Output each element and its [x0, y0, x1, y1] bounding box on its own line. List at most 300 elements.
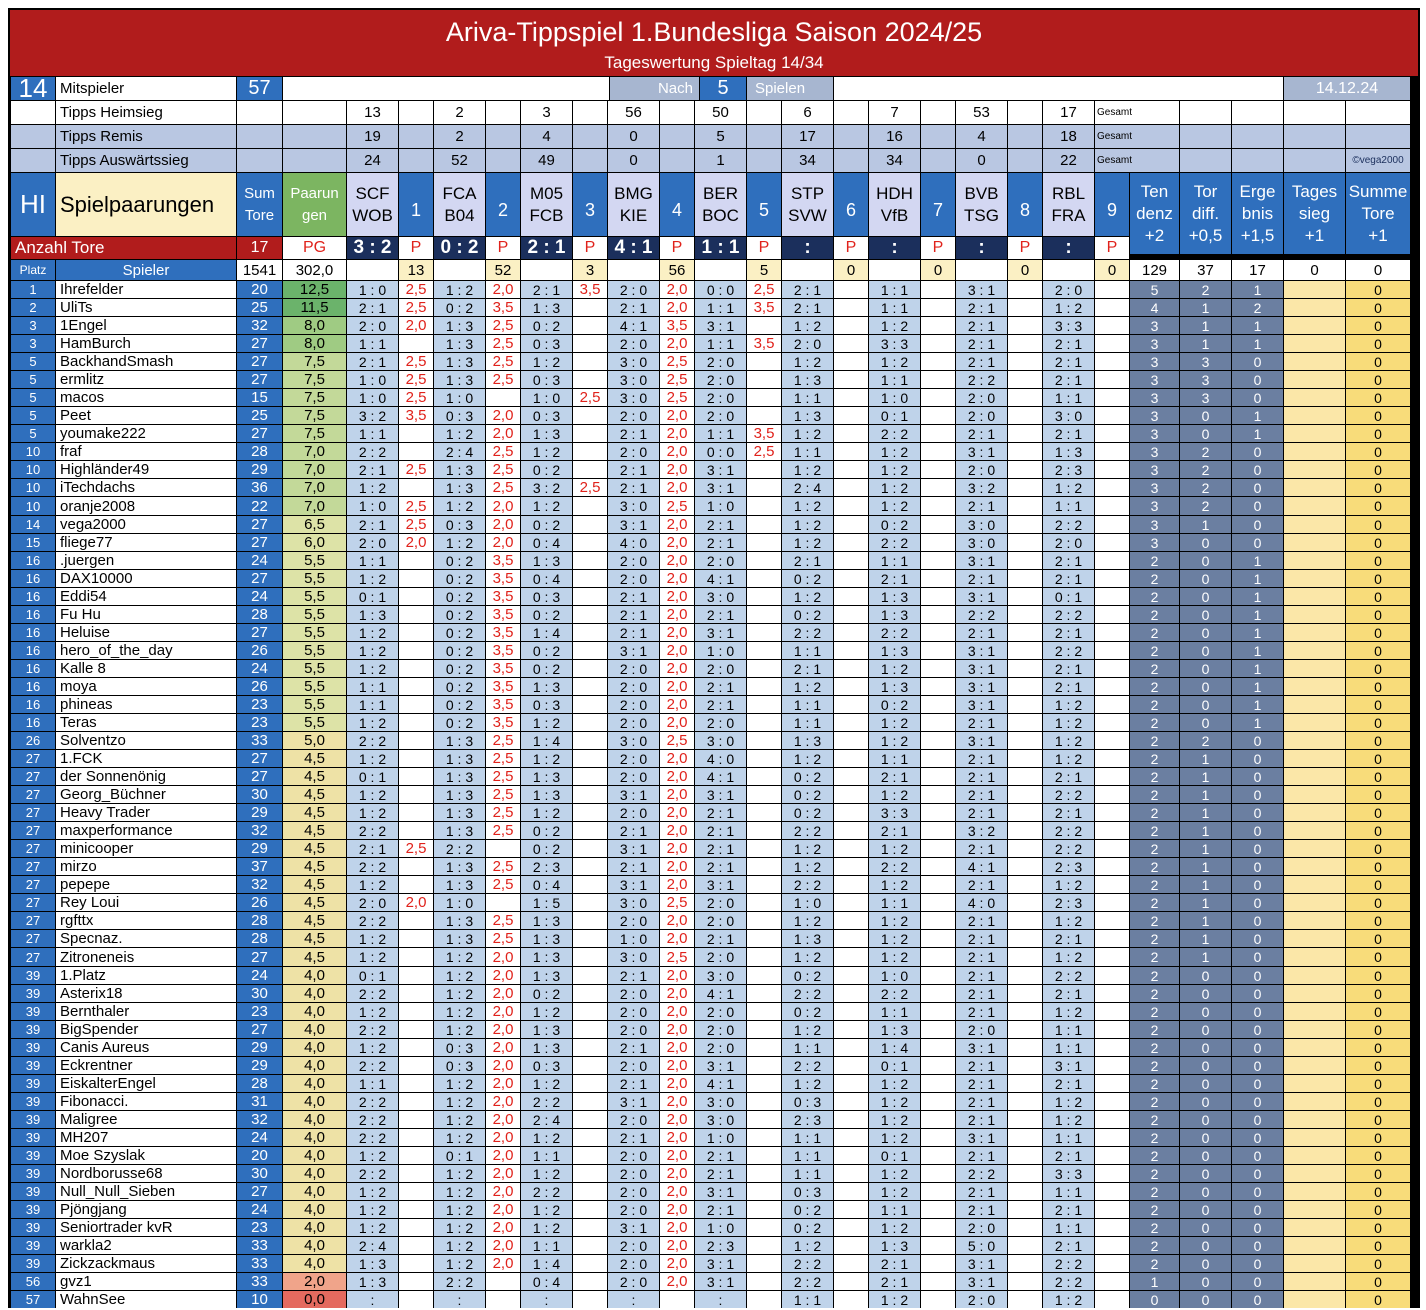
tipp-points: 2,0: [486, 425, 520, 442]
tipp-points: [747, 840, 781, 857]
tipp-points: [834, 1255, 868, 1272]
tipp-points: [1008, 281, 1042, 298]
tipp-points: [921, 1147, 955, 1164]
tipp-points: [1008, 497, 1042, 515]
tipp-points: [399, 1273, 433, 1290]
tordiff: 0: [1180, 1183, 1231, 1200]
tipp-points: [1095, 930, 1129, 947]
tipp-points: [1095, 1165, 1129, 1182]
tipp: 1 : 2: [521, 1165, 572, 1182]
tipp: 1 : 1: [869, 281, 920, 298]
tipp: 2 : 4: [434, 443, 485, 460]
tipp: 1 : 2: [782, 912, 833, 929]
platz: 16: [11, 642, 55, 659]
tipp-points: [747, 1201, 781, 1218]
tipp: 1 : 2: [434, 967, 485, 984]
tipp-points: 2,0: [660, 299, 694, 316]
tipp-points: 2,0: [486, 985, 520, 1002]
tipp-points: [834, 461, 868, 478]
tipp: 0 : 2: [782, 1201, 833, 1218]
tipp: 0 : 3: [521, 407, 572, 424]
tipp-points: [1095, 985, 1129, 1002]
tipp: 3 : 1: [695, 624, 746, 641]
tipp: 2 : 2: [347, 1165, 398, 1182]
pg-value: 0,0: [283, 1291, 346, 1308]
tipp-points: 2,5: [660, 894, 694, 911]
tipp-points: 2,0: [660, 876, 694, 893]
spieler-name: Eddi54: [56, 588, 236, 605]
tipp-points: 2,0: [660, 281, 694, 298]
tipp-points: [399, 552, 433, 569]
tipp-points: [834, 1057, 868, 1074]
tipp-points: [1008, 1057, 1042, 1074]
tipp: 2 : 0: [608, 985, 659, 1002]
tipp-points: 2,0: [660, 443, 694, 460]
pg-value: 4,0: [283, 1057, 346, 1074]
tipp-points: 3,5: [486, 606, 520, 623]
tipp: 1 : 1: [782, 1165, 833, 1182]
tipp-points: [747, 1219, 781, 1236]
tipp-points: [921, 804, 955, 821]
platz: 57: [11, 1291, 55, 1308]
tipp: 3 : 1: [956, 660, 1007, 677]
tipp-points: [834, 1291, 868, 1308]
spacer: [573, 125, 607, 148]
tipp: 1 : 3: [347, 606, 398, 623]
tipp: 1 : 2: [347, 642, 398, 659]
tipp-points: [1008, 642, 1042, 659]
tipp-points: [399, 1003, 433, 1020]
tipp-points: 2,0: [660, 696, 694, 713]
tipp: 1 : 2: [782, 497, 833, 515]
tipp-points: 2,0: [660, 570, 694, 587]
tipp: 1 : 2: [347, 930, 398, 947]
tipp: 0 : 0: [695, 281, 746, 298]
tipp: 2 : 0: [695, 948, 746, 966]
score-header-line: denz: [1136, 203, 1173, 223]
tipp: 2 : 2: [1043, 516, 1094, 533]
tipp-points: [834, 732, 868, 749]
tipp-points: [573, 732, 607, 749]
platz: 27: [11, 750, 55, 767]
score-header-line: diff.: [1191, 203, 1220, 223]
tipp: 2 : 0: [347, 894, 398, 911]
tipp-points: [747, 750, 781, 767]
ergebnis: 0: [1232, 1129, 1283, 1146]
pg-value: 4,0: [283, 1111, 346, 1128]
tipp: 1 : 2: [782, 1021, 833, 1038]
tipp: 3 : 3: [869, 804, 920, 821]
tipp: 2 : 2: [782, 1057, 833, 1074]
tipp: 3 : 0: [608, 894, 659, 911]
tagessieg: [1284, 479, 1345, 496]
tipp-points: 2,0: [660, 624, 694, 641]
tipp-points: [573, 822, 607, 839]
tipp-points: [1008, 840, 1042, 857]
tipp: 3 : 1: [956, 678, 1007, 695]
tipp: 0 : 2: [434, 624, 485, 641]
tipp-points: 2,5: [486, 822, 520, 839]
tipp-points: [399, 1111, 433, 1128]
tipp: 0 : 2: [434, 696, 485, 713]
summe-tore: 0: [1346, 1057, 1410, 1074]
tipp-points: [834, 1273, 868, 1290]
tipp: 2 : 1: [956, 425, 1007, 442]
page-subtitle: Tageswertung Spieltag 14/34: [604, 53, 824, 72]
tipp-points: [573, 1039, 607, 1056]
tordiff: 0: [1180, 1075, 1231, 1092]
tipp-points: [573, 299, 607, 316]
gesamt-label: Gesamt: [1095, 101, 1179, 124]
spacer: [237, 149, 282, 172]
tipp: 1 : 3: [521, 552, 572, 569]
pg-value: 7,0: [283, 461, 346, 478]
platz: 5: [11, 371, 55, 388]
mitspieler-count: 57: [237, 77, 282, 100]
tordiff: 1: [1180, 804, 1231, 821]
tipp-points: [1008, 389, 1042, 406]
tipp: 2 : 2: [1043, 786, 1094, 803]
spacer: [1346, 101, 1410, 124]
tipp-points: [1008, 948, 1042, 966]
tipp-points: [1095, 1075, 1129, 1092]
tipp: 2 : 0: [956, 389, 1007, 406]
tipp: 1 : 2: [869, 443, 920, 460]
spieler-name: der Sonnenönig: [56, 768, 236, 785]
tipp: 2 : 1: [956, 786, 1007, 803]
tipp-points: [834, 696, 868, 713]
pg-value: 4,5: [283, 930, 346, 947]
summe-tore: 0: [1346, 425, 1410, 442]
tipp-points: 2,0: [660, 425, 694, 442]
tordiff: 0: [1180, 1201, 1231, 1218]
tipp: 2 : 2: [782, 624, 833, 641]
tipp: 1 : 3: [521, 912, 572, 929]
sum-tore: 23: [237, 1003, 282, 1020]
tipp-points: 2,5: [660, 732, 694, 749]
spacer: [399, 101, 433, 124]
tipp-points: [747, 588, 781, 605]
tipp-points: [921, 967, 955, 984]
tipp-points: [1095, 822, 1129, 839]
home-team: BMG: [614, 183, 653, 203]
summe-tore: 0: [1346, 1003, 1410, 1020]
tipp: 0 : 1: [347, 967, 398, 984]
sum-tore: 23: [237, 1219, 282, 1236]
tipp: 2 : 1: [956, 317, 1007, 334]
tipp-points: [747, 642, 781, 659]
tipp: 1 : 1: [521, 1237, 572, 1254]
tipp: 2 : 0: [608, 552, 659, 569]
tipp: 0 : 2: [782, 1219, 833, 1236]
platz: 27: [11, 876, 55, 893]
tipp: 1 : 2: [434, 425, 485, 442]
tipp-points: [921, 389, 955, 406]
away-team: TSG: [964, 205, 999, 225]
tendenz: 2: [1130, 1075, 1179, 1092]
tendenz: 2: [1130, 912, 1179, 929]
tipp: 3 : 3: [1043, 317, 1094, 334]
tendenz: 2: [1130, 804, 1179, 821]
tipp-points: [921, 1183, 955, 1200]
spacer: [237, 125, 282, 148]
tipp: 1 : 2: [521, 1003, 572, 1020]
tipp: 2 : 1: [695, 858, 746, 875]
tipps-count: 56: [608, 101, 659, 124]
platz: 39: [11, 1075, 55, 1092]
tipp: 0 : 3: [521, 335, 572, 352]
tipp: 2 : 1: [695, 822, 746, 839]
tipp-points: [747, 1273, 781, 1290]
tipp-points: [1095, 1093, 1129, 1110]
sum-tore: 30: [237, 1165, 282, 1182]
spacer: [660, 149, 694, 172]
tipp: 1 : 3: [521, 1021, 572, 1038]
pg-value: 4,0: [283, 1219, 346, 1236]
tipp: 2 : 2: [956, 606, 1007, 623]
tagessieg: [1284, 1129, 1345, 1146]
tipp-points: [573, 317, 607, 334]
ergebnis: 0: [1232, 786, 1283, 803]
ergebnis: 0: [1232, 1165, 1283, 1182]
match-number: 2: [486, 173, 520, 236]
tipp-points: [1095, 407, 1129, 424]
tagessieg: [1284, 1219, 1345, 1236]
tipp: 1 : 2: [521, 714, 572, 731]
summe-tore: 0: [1346, 1093, 1410, 1110]
home-team: SCF: [355, 183, 390, 203]
match-points: 0: [921, 260, 955, 280]
tipp: 2 : 4: [347, 1237, 398, 1254]
tipp-points: [747, 894, 781, 911]
tipp-points: [921, 786, 955, 803]
pg-value: 7,0: [283, 479, 346, 496]
tipp: 2 : 0: [956, 407, 1007, 424]
platz: 39: [11, 1057, 55, 1074]
tipp: 1 : 3: [434, 371, 485, 388]
tipp: 2 : 2: [347, 912, 398, 929]
tipp-points: [747, 912, 781, 929]
tipp-points: 2,0: [660, 335, 694, 352]
tipp-points: 2,0: [660, 678, 694, 695]
tipp-points: [921, 299, 955, 316]
tipp: 3 : 1: [608, 786, 659, 803]
match-score: 4 : 1: [608, 237, 659, 259]
pg-value: 4,5: [283, 786, 346, 803]
tipp: 1 : 1: [1043, 1183, 1094, 1200]
tipp: 1 : 1: [1043, 1039, 1094, 1056]
tipp: 0 : 2: [434, 678, 485, 695]
tipp: 1 : 3: [1043, 443, 1094, 460]
tipp-points: [921, 678, 955, 695]
tipp-points: [399, 1165, 433, 1182]
tipp: 1 : 3: [434, 930, 485, 947]
tipp-points: [834, 1147, 868, 1164]
tagessieg: [1284, 967, 1345, 984]
tipp-points: [1008, 1165, 1042, 1182]
tipp: 0 : 2: [782, 606, 833, 623]
platz: 10: [11, 461, 55, 478]
tipp-points: [573, 1183, 607, 1200]
tipps-count: 0: [608, 149, 659, 172]
tipp: 1 : 2: [434, 497, 485, 515]
spieler-name: Heavy Trader: [56, 804, 236, 821]
tendenz: 2: [1130, 768, 1179, 785]
tipp: 1 : 2: [869, 461, 920, 478]
tipp-points: 2,0: [486, 1219, 520, 1236]
platz: 16: [11, 660, 55, 677]
tipp: 1 : 3: [521, 425, 572, 442]
tendenz: 2: [1130, 696, 1179, 713]
spacer: [747, 125, 781, 148]
tipps-count: 4: [956, 125, 1007, 148]
summe-tore: 0: [1346, 389, 1410, 406]
ergebnis: 0: [1232, 840, 1283, 857]
tipp-points: [834, 822, 868, 839]
summe-tore: 0: [1346, 317, 1410, 334]
match-score: 0 : 2: [434, 237, 485, 259]
sum-tore: 27: [237, 948, 282, 966]
tipp-points: [1008, 858, 1042, 875]
ergebnis: 1: [1232, 660, 1283, 677]
tipp: 1 : 0: [347, 497, 398, 515]
platz: 16: [11, 696, 55, 713]
tipp-points: [573, 1147, 607, 1164]
tagessieg: [1284, 1021, 1345, 1038]
tipp: 2 : 0: [608, 1111, 659, 1128]
summe-tore: 0: [1346, 1039, 1410, 1056]
tipps-count: 49: [521, 149, 572, 172]
tordiff: 1: [1180, 299, 1231, 316]
tipp: 2 : 1: [347, 516, 398, 533]
tipp: 2 : 1: [695, 678, 746, 695]
tipp-points: [1008, 1075, 1042, 1092]
tipp-points: [1008, 1273, 1042, 1290]
tipp-points: 2,5: [660, 353, 694, 370]
summe-tore: 0: [1346, 461, 1410, 478]
tipp: 2 : 1: [695, 534, 746, 551]
spieler-name: 1.Platz: [56, 967, 236, 984]
platz: 39: [11, 985, 55, 1002]
tipp: 1 : 3: [434, 858, 485, 875]
p-label: P: [486, 237, 520, 259]
tipp: 2 : 0: [608, 678, 659, 695]
tipp: 2 : 1: [956, 912, 1007, 929]
tipp: 1 : 2: [434, 1111, 485, 1128]
tipp: 2 : 1: [521, 281, 572, 298]
tipp: 1 : 0: [521, 389, 572, 406]
tipp-points: 3,5: [486, 624, 520, 641]
summe-tore: 0: [1346, 534, 1410, 551]
tipp: 0 : 2: [434, 642, 485, 659]
tagessieg: [1284, 570, 1345, 587]
sum-tore: 23: [237, 696, 282, 713]
tipp: 1 : 2: [869, 317, 920, 334]
tipp-points: 2,5: [486, 371, 520, 388]
tordiff: 2: [1180, 479, 1231, 496]
tipp: 2 : 1: [608, 858, 659, 875]
spacer: [921, 149, 955, 172]
tipp: 3 : 1: [956, 281, 1007, 298]
pg-value: 4,5: [283, 840, 346, 857]
ergebnis: 0: [1232, 479, 1283, 496]
spieler-name: moya: [56, 678, 236, 695]
tipp-points: 2,0: [660, 1165, 694, 1182]
tipp: 1 : 2: [782, 840, 833, 857]
match-points: 0: [1008, 260, 1042, 280]
tipp: 1 : 1: [869, 750, 920, 767]
platz: 39: [11, 1165, 55, 1182]
tipp-points: [1008, 1147, 1042, 1164]
ergebnis: 1: [1232, 281, 1283, 298]
tipp-points: [486, 840, 520, 857]
ergebnis: 0: [1232, 768, 1283, 785]
tipp-points: [921, 1201, 955, 1218]
tordiff: 3: [1180, 371, 1231, 388]
tipp-points: 2,5: [486, 750, 520, 767]
sum-tore: 29: [237, 840, 282, 857]
tipp-points: 2,0: [486, 497, 520, 515]
tagessieg: [1284, 1291, 1345, 1308]
tipp-points: [1095, 1291, 1129, 1308]
tipp-points: [834, 1129, 868, 1146]
tipp-points: [399, 822, 433, 839]
tagessieg: [1284, 281, 1345, 298]
sum-tore: 27: [237, 750, 282, 767]
summe-tore: 0: [1346, 804, 1410, 821]
tipp-points: 2,5: [486, 768, 520, 785]
tipp-points: [1008, 1219, 1042, 1236]
tipp-points: [747, 696, 781, 713]
tipp-points: [1095, 1183, 1129, 1200]
tipp: 1 : 2: [347, 804, 398, 821]
tipp: 2 : 1: [347, 299, 398, 316]
score-header-line: +1,5: [1240, 225, 1275, 245]
tipp: 1 : 3: [782, 407, 833, 424]
ergebnis: 2: [1232, 299, 1283, 316]
tipp: 2 : 0: [608, 750, 659, 767]
tipp: 1 : 2: [869, 1111, 920, 1128]
tipp-points: [1095, 750, 1129, 767]
tipp: 2 : 2: [869, 425, 920, 442]
tipp: 2 : 1: [608, 299, 659, 316]
tipp: 2 : 0: [695, 1021, 746, 1038]
tipp-points: [747, 1255, 781, 1272]
tordiff: 0: [1180, 1003, 1231, 1020]
tipp-points: [834, 858, 868, 875]
tipp-points: 3,5: [486, 714, 520, 731]
tipp: 1 : 2: [521, 750, 572, 767]
tipp: 1 : 2: [782, 1075, 833, 1092]
pg-value: 7,0: [283, 443, 346, 460]
tipp-points: [921, 570, 955, 587]
tagessieg: [1284, 1201, 1345, 1218]
platz: 14: [11, 516, 55, 533]
summe-tore: 0: [1346, 1075, 1410, 1092]
tipp: 2 : 1: [1043, 678, 1094, 695]
sum-tore: 27: [237, 353, 282, 370]
tipp: 1 : 3: [521, 930, 572, 947]
tipp-points: [747, 1021, 781, 1038]
spieler-name: Null_Null_Sieben: [56, 1183, 236, 1200]
score-header: [1232, 173, 1283, 254]
tipp-points: 2,5: [486, 930, 520, 947]
sum-tore: 27: [237, 371, 282, 388]
tipp: 2 : 1: [956, 299, 1007, 316]
tipp: 2 : 1: [347, 461, 398, 478]
match-teams: [695, 173, 746, 236]
spacer: [434, 260, 485, 280]
